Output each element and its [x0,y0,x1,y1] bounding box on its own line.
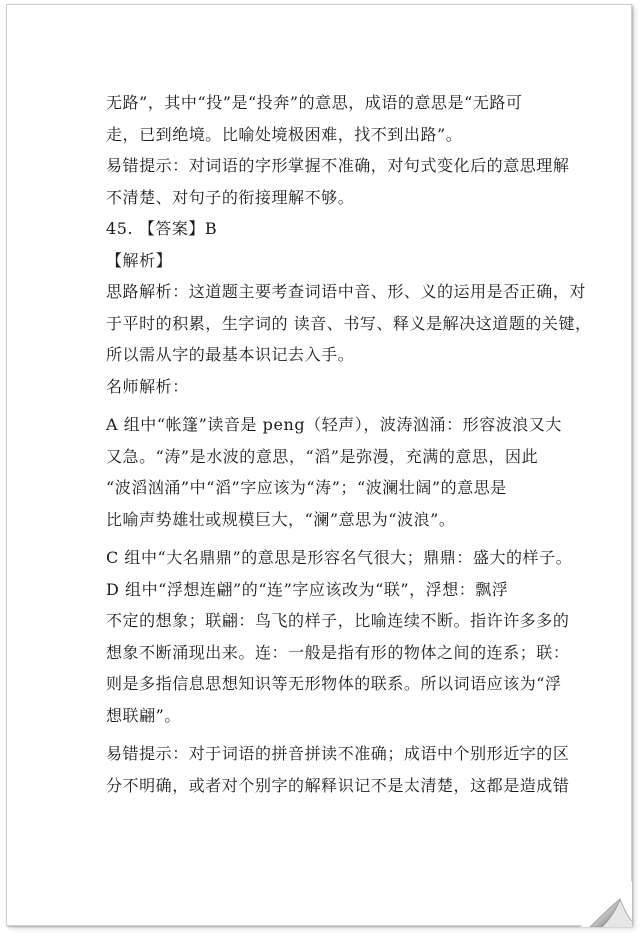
text-line: 易错提示：对于词语的拼音拼读不准确；成语中个别形近字的区 [106,744,570,763]
text-line: 想象不断涌现出来。连：一般是指有形的物体之间的连系；联： [106,642,570,662]
text-line: 易错提示：对词语的字形掌握不准确，对句式变化后的意思理解 [106,156,570,175]
text-line: 不清楚、对句子的衔接理解不够。 [106,187,355,207]
text-line: 又急。“涛”是水波的意思，“滔”是弥漫，充满的意思，因此 [106,446,539,466]
text-line: 所以需从字的最基本识记去入手。 [106,345,355,364]
text-line: 比喻声势雄壮或规模巨大，“澜”意思为“波浪”。 [106,509,456,529]
page-curl-icon [580,881,632,927]
analysis-heading: 【解析】 [106,250,173,270]
text-line: C 组中“大名鼎鼎”的意思是形容名气很大；鼎鼎：盛大的样子。 [106,548,573,567]
page-content [106,87,592,801]
document-page [6,4,632,926]
answer-line: 45. 【答案】B [106,219,218,238]
text-line: 不定的想象；联翩：鸟飞的样子，比喻连续不断。指许许多多的 [106,611,570,630]
text-line: 则是多指信息思想知识等无形物体的联系。所以词语应该为“浮 [106,674,562,693]
text-line: 想联翩”。 [106,705,181,725]
text-line: 走，已到绝境。比喻处境极困难，找不到出路”。 [106,124,463,144]
text-line: 分不明确，或者对个别字的解释识记不是太清楚，这都是造成错 [106,775,570,795]
text-line: 思路解析：这道题主要考查词语中音、形、义的运用是否正确，对 [106,282,586,301]
text-line: 名师解析： [106,376,189,396]
text-line: D 组中“浮想连翩”的“连”字应该改为“联”，浮想：飘浮 [106,579,509,599]
text-line: A 组中“帐篷”读音是 peng（轻声），波涛汹涌：形容波浪又大 [106,415,562,434]
text-line: 于平时的积累，生字词的 读音、书写、释义是解决这道题的关键， [106,313,592,333]
text-line: “波滔汹涌”中“滔”字应该为“涛”；“波澜壮阔”的意思是 [106,478,507,497]
text-line: 无路”，其中“投”是“投奔”的意思，成语的意思是“无路可 [106,93,523,112]
